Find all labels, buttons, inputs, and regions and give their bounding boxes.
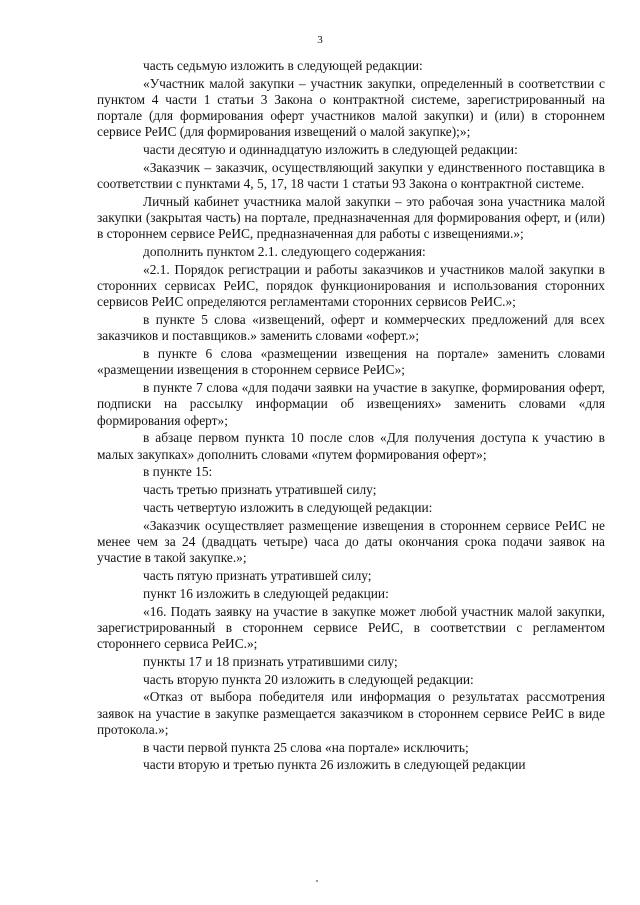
- paragraph: часть четвертую изложить в следующей редакции:: [143, 500, 433, 515]
- paragraph: «Участник малой закупки – участник закупки, определенный в соответствии с пунктом 4 части 1 статьи 3 Закона о контрактной системе, зарегистрированный на портале (для формирования оферт участников малой закупки) и (или) в стороннем сервисе РеИС (для формирования извещений о малой закупке);»;: [97, 75, 605, 140]
- paragraph: части вторую и третью пункта 26 изложить в следующей редакции: [143, 757, 526, 773]
- paragraph: в абзаце первом пункта 10 после слов «Для получения доступа к участию в малых закупках» дополнить словами «путем формирования оферт»;: [97, 430, 605, 462]
- paragraph: часть третью признать утратившей силу;: [143, 482, 377, 498]
- page-number: 3: [317, 34, 323, 46]
- paragraph: части десятую и одиннадцатую изложить в следующей редакции:: [143, 142, 518, 158]
- paragraph: «16. Подать заявку на участие в закупке может любой участник малой закупки, зарегистрированный в стороннем сервисе РеИС, в соответствии с регламентом стороннего сервиса РеИС.»;: [97, 603, 605, 651]
- paragraph: «Заказчик – заказчик, осуществляющий закупки у единственного поставщика в соответствии с пунктами 4, 5, 17, 18 части 1 статьи 93 Закона о контрактной системе.: [97, 160, 605, 192]
- paragraph: «2.1. Порядок регистрации и работы заказчиков и участников малой закупки в сторонних сервисах РеИС, порядок функционирования и использования сторонних сервисов РеИС определяются регламентами сторонних сервисов РеИС.»;: [97, 262, 605, 310]
- paragraph: дополнить пунктом 2.1. следующего содержания:: [143, 244, 426, 260]
- document-body: [97, 58, 605, 775]
- paragraph: Личный кабинет участника малой закупки – это рабочая зона участника малой закупки (закрытая часть) на портале, предназначенная для формирования оферт, и (или) в стороннем сервисе РеИС, предназначенная для работы с извещениями.»;: [97, 194, 605, 242]
- paragraph: часть седьмую изложить в следующей редакции:: [143, 58, 423, 73]
- paragraph: часть вторую пункта 20 изложить в следующей редакции:: [143, 671, 474, 687]
- paragraph: в части первой пункта 25 слова «на портале» исключить;: [143, 739, 469, 755]
- paragraph: в пункте 7 слова «для подачи заявки на участие в закупке, формирования оферт, подписки на рассылку информации об извещениях» заменить словами «для формирования оферт»;: [97, 380, 605, 428]
- paragraph: «Заказчик осуществляет размещение извещения в стороннем сервисе РеИС не менее чем за 24 (двадцать четыре) часа до даты окончания срока подачи заявок на участие в такой закупке.»;: [97, 517, 605, 566]
- paragraph: пункты 17 и 18 признать утратившими силу;: [143, 653, 398, 669]
- paragraph: часть пятую признать утратившей силу;: [143, 568, 372, 583]
- paragraph: в пункте 6 слова «размещении извещения на портале» заменить словами «размещении извещения в стороннем сервисе РеИС»;: [97, 346, 605, 378]
- paragraph: в пункте 15:: [143, 464, 213, 480]
- paragraph: в пункте 5 слова «извещений, оферт и коммерческих предложений для всех заказчиков и поставщиков.» заменить словами «оферт.»;: [97, 312, 605, 344]
- paragraph: пункт 16 изложить в следующей редакции:: [143, 585, 389, 601]
- scan-speck: [316, 880, 318, 882]
- paragraph: «Отказ от выбора победителя или информация о результатах рассмотрения заявок на участие в закупке размещается заказчиком в стороннем сервисе РеИС в виде протокола.»;: [97, 689, 605, 737]
